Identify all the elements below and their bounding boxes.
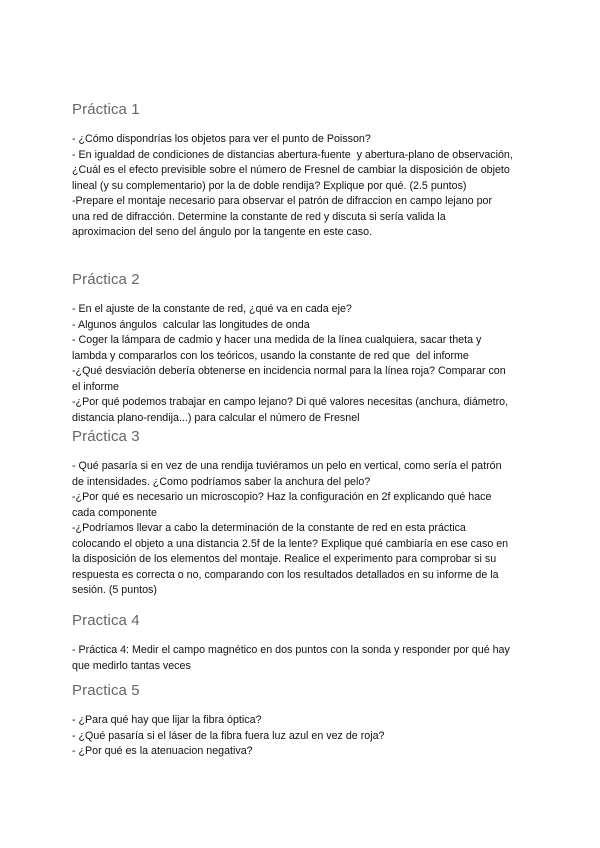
text-line: - Algunos ángulos calcular las longitudes de onda bbox=[72, 318, 310, 331]
text-line: - Práctica 4: Medir el campo magnético en dos puntos con la sonda y responder por qué hay bbox=[72, 644, 510, 656]
text-line: - En igualdad de condiciones de distancias abertura-fuente y abertura-plano de observación, bbox=[72, 148, 513, 161]
section-title: Práctica 1 bbox=[72, 101, 140, 118]
section-practica-5 bbox=[72, 682, 532, 760]
text-line: - ¿Qué pasaría si el láser de la fibra fuera luz azul en vez de roja? bbox=[72, 729, 385, 742]
text-line: - Coger la lámpara de cadmio y hacer una medida de la línea cualquiera, sacar theta y bbox=[72, 334, 482, 346]
text-line: - Qué pasaría si en vez de una rendija tuviéramos un pelo en vertical, como sería el patrón bbox=[72, 460, 502, 472]
text-line: - ¿Cómo dispondrías los objetos para ver el punto de Poisson? bbox=[72, 133, 371, 145]
text-line: - En el ajuste de la constante de red, ¿qué va en cada eje? bbox=[72, 303, 352, 315]
text-line: que medirlo tantas veces bbox=[72, 659, 191, 672]
section-title: Práctica 3 bbox=[72, 428, 140, 445]
text-line: -¿Podríamos llevar a cabo la determinación de la constante de red en esta práctica bbox=[72, 522, 466, 534]
section-title: Practica 4 bbox=[72, 612, 140, 629]
text-line: lineal (y su complementario) por la de doble rendija? Explique por qué. (2.5 puntos) bbox=[72, 179, 467, 192]
text-line: cada componente bbox=[72, 506, 157, 519]
text-line: -¿Qué desviación debería obtenerse en incidencia normal para la línea roja? Comparar con bbox=[72, 365, 506, 377]
section-practica-2 bbox=[72, 271, 532, 426]
text-line: - ¿Por qué es la atenuacion negativa? bbox=[72, 745, 253, 757]
text-line: ¿Cuál es el efecto previsible sobre el número de Fresnel de cambiar la disposición de objeto bbox=[72, 164, 510, 176]
text-line: lambda y compararlos con los teóricos, usando la constante de red que del informe bbox=[72, 349, 469, 362]
text-line: aproximacion del seno del ángulo por la tangente en este caso. bbox=[72, 226, 373, 238]
text-line: -Prepare el montaje necesario para observar el patrón de difraccion en campo lejano por bbox=[72, 195, 493, 207]
text-line: una red de difracción. Determine la constante de red y discuta si sería valida la bbox=[72, 210, 446, 223]
text-line: distancia plano-rendija...) para calcular el número de Fresnel bbox=[72, 411, 360, 424]
text-line: de intensidades. ¿Como podríamos saber la anchura del pelo? bbox=[72, 475, 371, 488]
section-practica-1 bbox=[72, 101, 532, 241]
text-line: sesión. (5 puntos) bbox=[72, 584, 157, 596]
text-line: la disposición de los elementos del montaje. Realice el experimento para comprobar si su bbox=[72, 553, 497, 565]
section-practica-3 bbox=[72, 428, 532, 599]
section-title: Practica 5 bbox=[72, 682, 140, 699]
text-line: el informe bbox=[72, 380, 119, 393]
text-line: -¿Por qué es necesario un microscopio? Haz la configuración en 2f explicando qué hace bbox=[72, 491, 492, 503]
section-title: Práctica 2 bbox=[72, 271, 140, 288]
text-line: -¿Por qué podemos trabajar en campo lejano? Di qué valores necesitas (anchura, diámetro, bbox=[72, 396, 509, 408]
section-practica-4 bbox=[72, 612, 532, 674]
text-line: colocando el objeto a una distancia 2.5f de la lente? Explique qué cambiaría en ese caso en bbox=[72, 537, 509, 550]
text-line: - ¿Para qué hay que lijar la fibra óptica? bbox=[72, 714, 262, 726]
text-line: respuesta es correcta o no, comparando con los resultados detallados en su informe de la bbox=[72, 568, 499, 581]
